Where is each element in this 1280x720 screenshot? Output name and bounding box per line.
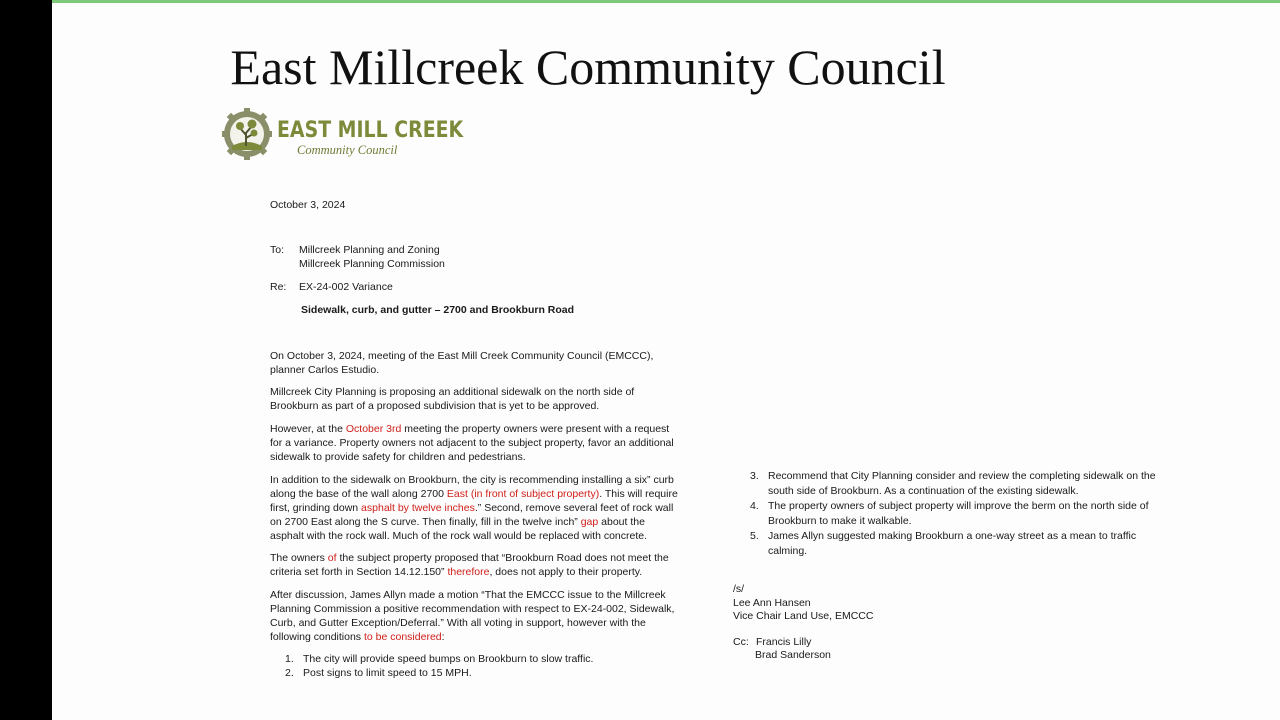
condition-text: Post signs to limit speed to 15 MPH. <box>303 667 472 679</box>
condition-number: 1. <box>285 653 294 665</box>
cc-label: Cc: <box>733 636 749 648</box>
p5-text-a: The owners <box>270 552 328 564</box>
re-label: Re: <box>270 281 287 293</box>
paragraph-2-text: Millcreek City Planning is proposing an additional sidewalk on the north side of Brookburn as part of a proposed subdivision that is yet to be approved. <box>270 386 635 412</box>
logo-subtitle: Community Council <box>297 143 398 157</box>
condition-text: The city will provide speed bumps on Brookburn to slow traffic. <box>303 653 594 665</box>
condition-text: Recommend that City Planning consider and review the completing sidewalk on the south side of Brookburn. As a continuation of the existing sidewalk. <box>768 470 1156 497</box>
p4-text-a: In addition to the sidewalk on Brookburn, the city is recommending installing a six” curb along the base of the wall along 2700 <box>270 474 674 500</box>
condition-text: The property owners of subject property will improve the berm on the north side of Brookburn to make it walkable. <box>768 500 1149 527</box>
condition-text: James Allyn suggested making Brookburn a one-way street as a mean to traffic calming. <box>768 530 1137 557</box>
paragraph-2 <box>270 385 670 413</box>
p3-red-text: October 3rd <box>345 423 402 435</box>
signature-mark: /s/ <box>733 583 745 595</box>
condition-number: 2. <box>285 667 294 679</box>
p4-text-g: about the asphalt with the rock wall. Much of the rock wall would be replaced with concrete. <box>270 516 648 542</box>
slide-title: East Millcreek Community Council <box>230 39 946 95</box>
p4-text-c: . This will require first, grinding down <box>270 488 678 514</box>
signature-title: Vice Chair Land Use, EMCCC <box>733 610 874 622</box>
paragraph-3 <box>270 422 680 464</box>
p5-red-text-1: of <box>327 552 337 564</box>
p6-text-a: After discussion, James Allyn made a motion “That the EMCCC issue to the Millcreek Planning Commission a positive recommendation with respect to EX-24-002, Sidewalk, Curb, and Gutter Exception/Deferral.” With all voting in support, however with the following conditions <box>270 589 675 643</box>
logo-name: EAST MILL CREEK <box>277 118 464 143</box>
p4-red-text-3: gap <box>580 516 599 528</box>
p3-text-c: meeting the property owners were present with a request for a variance. Property owners not adjacent to the subject property, favor an additional sidewalk to provide safety for children and pedestrians. <box>270 423 674 463</box>
to-label: To: <box>270 244 285 256</box>
to-line-1: Millcreek Planning and Zoning <box>299 244 440 256</box>
p6-text-c: : <box>441 631 445 643</box>
signature-name: Lee Ann Hansen <box>733 597 811 609</box>
paragraph-4 <box>270 473 680 543</box>
p5-text-c: the subject property proposed that “Brookburn Road does not meet the criteria set forth in Section 14.12.150” <box>270 552 669 578</box>
p4-red-text-2: asphalt by twelve inches <box>361 502 475 514</box>
re-line: EX-24-002 Variance <box>299 281 393 293</box>
p5-text-e: , does not apply to their property. <box>489 566 643 578</box>
p3-text-a: However, at the <box>270 423 346 435</box>
gear-tree-icon <box>222 108 272 160</box>
condition-item <box>750 529 1170 559</box>
cc-name-2: Brad Sanderson <box>755 649 831 661</box>
condition-number: 4. <box>750 500 759 512</box>
paragraph-1 <box>270 349 670 377</box>
letter-date: October 3, 2024 <box>270 199 346 211</box>
letter-subject: Sidewalk, curb, and gutter – 2700 and Brookburn Road <box>301 304 575 316</box>
condition-item <box>750 469 1170 499</box>
to-line-2: Millcreek Planning Commission <box>299 258 445 270</box>
p4-red-text-1: East (in front of subject property) <box>446 488 600 500</box>
condition-number: 3. <box>750 470 759 482</box>
cc-name-1: Francis Lilly <box>756 636 812 648</box>
condition-item <box>750 499 1170 529</box>
paragraph-6 <box>270 588 680 644</box>
paragraph-1-text: On October 3, 2024, meeting of the East Mill Creek Community Council (EMCCC), planner Carlos Estudio. <box>270 350 654 376</box>
p6-red-text: to be considered <box>363 631 442 643</box>
p5-red-text-2: therefore <box>447 566 490 578</box>
p4-text-e: .” Second, remove several feet of rock wall on 2700 East along the S curve. Then finally, fill in the twelve inch” <box>270 502 674 528</box>
condition-number: 5. <box>750 530 759 542</box>
paragraph-5 <box>270 551 680 579</box>
